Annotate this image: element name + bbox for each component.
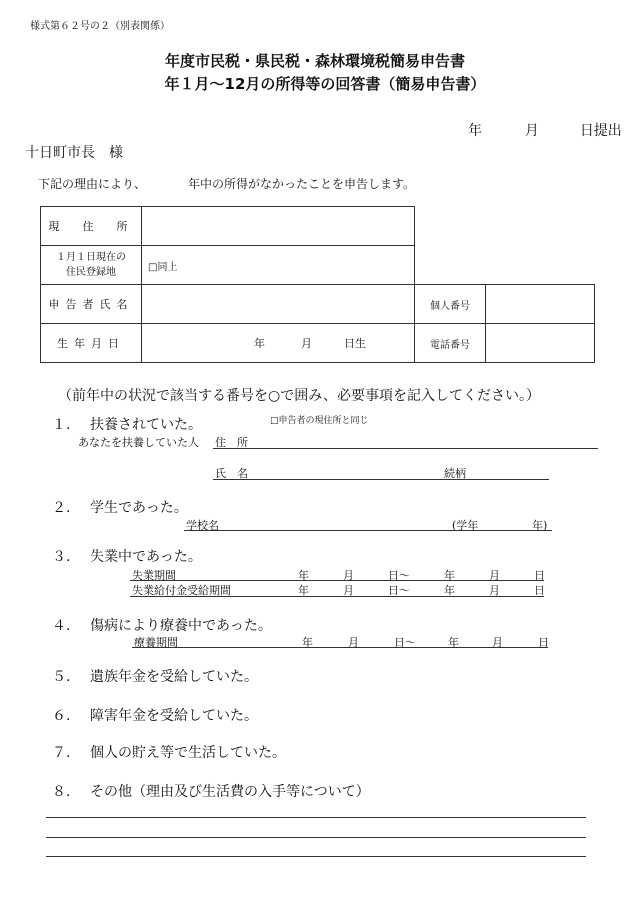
- form-number: 様式第６２号の２（別表関係）: [30, 21, 170, 32]
- supporter-name-label: 氏 名: [215, 467, 248, 480]
- addressee: 十日町市長 様: [25, 145, 123, 161]
- applicant-name-label: 申告者氏名: [41, 285, 142, 324]
- item-2[interactable]: ２. 学生であった。: [52, 500, 188, 516]
- instruction: （前年中の状況で該当する番号を○で囲み、必要事項を記入してください。）: [58, 388, 541, 404]
- benefit-period-label: 失業給付金受給期間: [132, 584, 231, 597]
- school-name-label: 学校名: [186, 519, 219, 532]
- p1-month1: 月: [343, 569, 354, 582]
- dob-label: 生年月日: [41, 324, 142, 363]
- p3-month2: 月: [492, 636, 503, 649]
- item-7[interactable]: ７. 個人の貯え等で生活していた。: [52, 745, 286, 761]
- p1-day1: 日～: [388, 569, 410, 582]
- unemployment-period-label: 失業期間: [132, 569, 176, 582]
- statement: [38, 175, 415, 192]
- p3-year2: 年: [448, 636, 459, 649]
- dob-year: 年: [254, 337, 265, 350]
- same-address-checkbox[interactable]: □申告者の現住所と同じ: [270, 416, 369, 426]
- title-line-1: 年度市民税・県民税・森林環境税簡易申告書: [164, 52, 465, 70]
- submission-month: 月: [524, 123, 539, 139]
- applicant-name-field[interactable]: [142, 285, 415, 324]
- p2-month2: 月: [489, 584, 500, 597]
- jan1-address-label: １月１日現在の 住民登録地: [41, 246, 142, 285]
- p1-year2: 年: [444, 569, 455, 582]
- p2-day2: 日: [534, 584, 545, 597]
- item-8[interactable]: ８. その他（理由及び生活費の入手等について）: [52, 784, 370, 800]
- item-4[interactable]: ４. 傷病により療養中であった。: [52, 618, 272, 634]
- p3-month1: 月: [348, 636, 359, 649]
- personal-number-label: 個人番号: [415, 285, 486, 324]
- p2-day1: 日～: [388, 584, 410, 597]
- item-3[interactable]: ３. 失業中であった。: [52, 549, 202, 565]
- p3-day1: 日～: [394, 636, 416, 649]
- personal-number-field[interactable]: [486, 285, 595, 324]
- p1-day2: 日: [534, 569, 545, 582]
- grade-close-label: 年): [532, 519, 548, 532]
- address-field[interactable]: [142, 207, 415, 246]
- supporter-address-line[interactable]: [213, 448, 598, 449]
- p3-year1: 年: [302, 636, 313, 649]
- benefit-period-line[interactable]: [130, 596, 544, 597]
- unemployment-period-line[interactable]: [130, 580, 544, 581]
- p2-year1: 年: [298, 584, 309, 597]
- grade-open-label: (学年: [452, 519, 479, 532]
- item-5[interactable]: ５. 遺族年金を受給していた。: [52, 669, 258, 685]
- statement-suffix: 年中の所得がなかったことを申告します。: [188, 177, 416, 191]
- supporter-name-line[interactable]: [213, 479, 549, 480]
- other-line-3[interactable]: [46, 856, 586, 857]
- dob-field[interactable]: [142, 324, 415, 363]
- address-label: 現 住 所: [41, 207, 142, 246]
- p2-month1: 月: [343, 584, 354, 597]
- statement-prefix: 下記の理由により、: [38, 177, 147, 191]
- submission-year: 年: [468, 123, 482, 139]
- same-as-above-checkbox[interactable]: □同上: [148, 261, 178, 273]
- dob-month: 月: [301, 337, 312, 350]
- p3-day2: 日: [538, 636, 549, 649]
- submission-day: 日提出: [579, 123, 622, 139]
- relation-label: 続柄: [444, 467, 466, 480]
- phone-field[interactable]: [486, 324, 595, 363]
- other-line-1[interactable]: [46, 817, 586, 818]
- submission-date: [468, 120, 622, 140]
- dob-day: 日生: [344, 337, 366, 350]
- p2-year2: 年: [444, 584, 455, 597]
- supporter-label: あなたを扶養していた人: [78, 436, 199, 449]
- p1-year1: 年: [298, 569, 309, 582]
- jan1-address-field[interactable]: [142, 246, 415, 285]
- school-line[interactable]: [184, 530, 552, 531]
- medical-period-label: 療養期間: [134, 636, 178, 649]
- title-line-2: 年１月～12月の所得等の回答書（簡易申告書）: [164, 75, 486, 93]
- applicant-info-table: [40, 206, 595, 363]
- item-1[interactable]: １. 扶養されていた。: [52, 417, 202, 433]
- medical-period-line[interactable]: [132, 647, 548, 648]
- other-line-2[interactable]: [46, 837, 586, 838]
- item-6[interactable]: ６. 障害年金を受給していた。: [52, 708, 258, 724]
- supporter-address-label: 住 所: [215, 436, 248, 449]
- phone-label: 電話番号: [415, 324, 486, 363]
- p1-month2: 月: [489, 569, 500, 582]
